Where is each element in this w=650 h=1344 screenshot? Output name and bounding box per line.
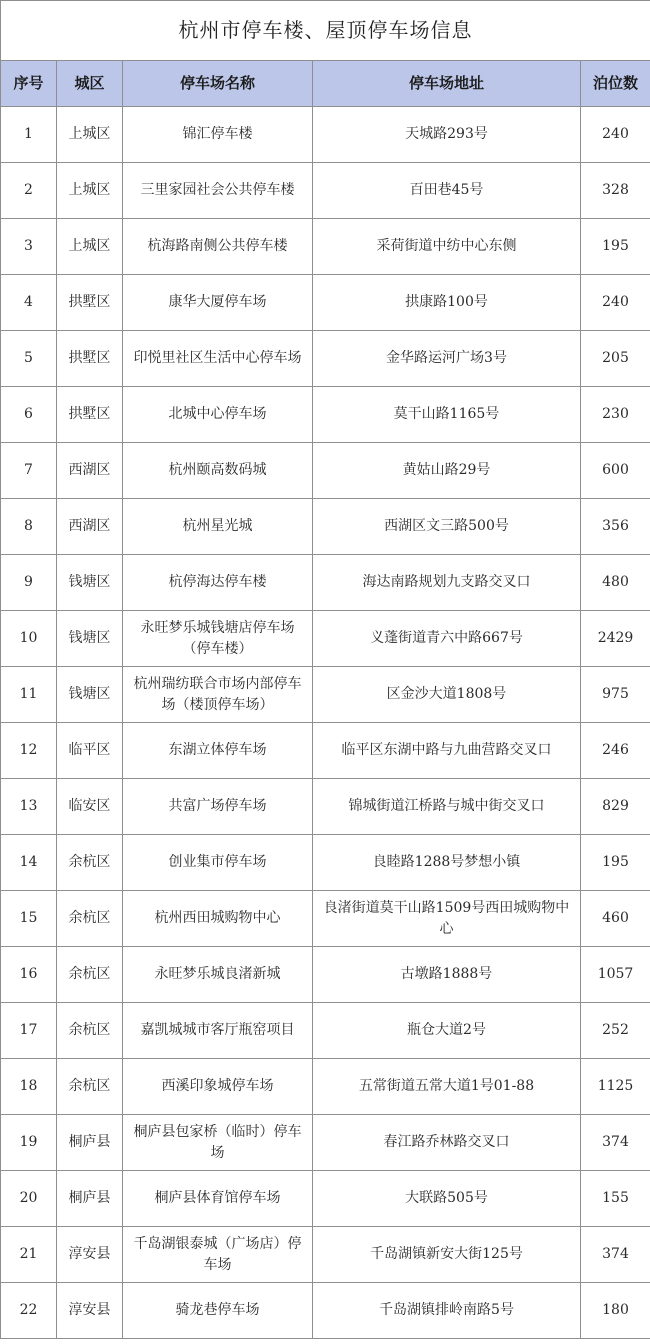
cell-no: 13 <box>1 779 57 835</box>
table-body <box>1 107 650 1339</box>
cell-spaces: 460 <box>581 891 650 947</box>
cell-name: 骑龙巷停车场 <box>123 1283 313 1339</box>
cell-spaces: 240 <box>581 275 650 331</box>
cell-address: 锦城街道江桥路与城中街交叉口 <box>313 779 581 835</box>
cell-name: 杭停海达停车楼 <box>123 555 313 611</box>
cell-address: 瓶仓大道2号 <box>313 1003 581 1059</box>
cell-spaces: 1057 <box>581 947 650 1003</box>
cell-spaces: 195 <box>581 219 650 275</box>
cell-no: 17 <box>1 1003 57 1059</box>
cell-no: 3 <box>1 219 57 275</box>
cell-spaces: 2429 <box>581 611 650 667</box>
cell-district: 临安区 <box>57 779 123 835</box>
cell-district: 余杭区 <box>57 1059 123 1115</box>
table-row <box>1 219 650 275</box>
cell-district: 淳安县 <box>57 1283 123 1339</box>
cell-name: 永旺梦乐城钱塘店停车场（停车楼） <box>123 611 313 667</box>
cell-address: 金华路运河广场3号 <box>313 331 581 387</box>
cell-no: 9 <box>1 555 57 611</box>
cell-district: 上城区 <box>57 219 123 275</box>
cell-address: 良睦路1288号梦想小镇 <box>313 835 581 891</box>
cell-no: 10 <box>1 611 57 667</box>
cell-no: 7 <box>1 443 57 499</box>
cell-no: 18 <box>1 1059 57 1115</box>
cell-district: 拱墅区 <box>57 275 123 331</box>
header-row <box>1 61 650 107</box>
cell-name: 康华大厦停车场 <box>123 275 313 331</box>
cell-no: 12 <box>1 723 57 779</box>
cell-spaces: 374 <box>581 1115 650 1171</box>
table-row <box>1 107 650 163</box>
cell-name: 共富广场停车场 <box>123 779 313 835</box>
cell-spaces: 829 <box>581 779 650 835</box>
cell-name: 杭州西田城购物中心 <box>123 891 313 947</box>
cell-name: 北城中心停车场 <box>123 387 313 443</box>
cell-name: 三里家园社会公共停车楼 <box>123 163 313 219</box>
cell-no: 14 <box>1 835 57 891</box>
cell-name: 锦汇停车楼 <box>123 107 313 163</box>
cell-address: 春江路乔林路交叉口 <box>313 1115 581 1171</box>
cell-spaces: 205 <box>581 331 650 387</box>
cell-name: 桐庐县体育馆停车场 <box>123 1171 313 1227</box>
cell-address: 拱康路100号 <box>313 275 581 331</box>
cell-address: 采荷街道中纺中心东侧 <box>313 219 581 275</box>
cell-name: 千岛湖银泰城（广场店）停车场 <box>123 1227 313 1283</box>
cell-name: 杭海路南侧公共停车楼 <box>123 219 313 275</box>
cell-name: 嘉凯城城市客厅瓶窑项目 <box>123 1003 313 1059</box>
cell-address: 莫干山路1165号 <box>313 387 581 443</box>
cell-district: 桐庐县 <box>57 1115 123 1171</box>
table-row <box>1 1003 650 1059</box>
cell-spaces: 155 <box>581 1171 650 1227</box>
cell-district: 余杭区 <box>57 947 123 1003</box>
cell-district: 西湖区 <box>57 443 123 499</box>
cell-district: 淳安县 <box>57 1227 123 1283</box>
table-row <box>1 331 650 387</box>
cell-no: 4 <box>1 275 57 331</box>
cell-address: 良渚街道莫干山路1509号西田城购物中心 <box>313 891 581 947</box>
cell-spaces: 356 <box>581 499 650 555</box>
table-row <box>1 275 650 331</box>
cell-spaces: 328 <box>581 163 650 219</box>
cell-address: 大联路505号 <box>313 1171 581 1227</box>
table-row <box>1 667 650 723</box>
table-row <box>1 1283 650 1339</box>
cell-address: 临平区东湖中路与九曲营路交叉口 <box>313 723 581 779</box>
table-row <box>1 1171 650 1227</box>
table-row <box>1 779 650 835</box>
cell-no: 20 <box>1 1171 57 1227</box>
cell-district: 余杭区 <box>57 835 123 891</box>
header-district: 城区 <box>57 61 123 107</box>
cell-no: 19 <box>1 1115 57 1171</box>
table-row <box>1 443 650 499</box>
cell-district: 西湖区 <box>57 499 123 555</box>
cell-name: 杭州瑞纺联合市场内部停车场（楼顶停车场） <box>123 667 313 723</box>
cell-district: 桐庐县 <box>57 1171 123 1227</box>
header-address: 停车场地址 <box>313 61 581 107</box>
cell-name: 东湖立体停车场 <box>123 723 313 779</box>
cell-name: 桐庐县包家桥（临时）停车场 <box>123 1115 313 1171</box>
cell-district: 上城区 <box>57 107 123 163</box>
cell-address: 千岛湖镇排岭南路5号 <box>313 1283 581 1339</box>
cell-address: 区金沙大道1808号 <box>313 667 581 723</box>
cell-spaces: 975 <box>581 667 650 723</box>
cell-spaces: 195 <box>581 835 650 891</box>
cell-no: 1 <box>1 107 57 163</box>
cell-spaces: 600 <box>581 443 650 499</box>
table-row <box>1 947 650 1003</box>
header-name: 停车场名称 <box>123 61 313 107</box>
table-row <box>1 835 650 891</box>
cell-address: 黄姑山路29号 <box>313 443 581 499</box>
cell-address: 海达南路规划九支路交叉口 <box>313 555 581 611</box>
cell-spaces: 252 <box>581 1003 650 1059</box>
cell-name: 永旺梦乐城良渚新城 <box>123 947 313 1003</box>
table-row <box>1 499 650 555</box>
cell-district: 钱塘区 <box>57 667 123 723</box>
cell-spaces: 180 <box>581 1283 650 1339</box>
cell-name: 印悦里社区生活中心停车场 <box>123 331 313 387</box>
cell-district: 拱墅区 <box>57 331 123 387</box>
cell-spaces: 374 <box>581 1227 650 1283</box>
cell-no: 21 <box>1 1227 57 1283</box>
table-row <box>1 1115 650 1171</box>
cell-name: 创业集市停车场 <box>123 835 313 891</box>
cell-district: 上城区 <box>57 163 123 219</box>
cell-district: 余杭区 <box>57 891 123 947</box>
cell-spaces: 230 <box>581 387 650 443</box>
table-row <box>1 387 650 443</box>
cell-district: 钱塘区 <box>57 555 123 611</box>
cell-address: 五常街道五常大道1号01-88 <box>313 1059 581 1115</box>
cell-no: 8 <box>1 499 57 555</box>
cell-no: 6 <box>1 387 57 443</box>
cell-address: 西湖区文三路500号 <box>313 499 581 555</box>
cell-spaces: 240 <box>581 107 650 163</box>
table-row <box>1 611 650 667</box>
cell-address: 千岛湖镇新安大街125号 <box>313 1227 581 1283</box>
table-row <box>1 723 650 779</box>
cell-no: 22 <box>1 1283 57 1339</box>
cell-address: 古墩路1888号 <box>313 947 581 1003</box>
cell-address: 百田巷45号 <box>313 163 581 219</box>
header-spaces: 泊位数 <box>581 61 650 107</box>
cell-no: 15 <box>1 891 57 947</box>
cell-district: 余杭区 <box>57 1003 123 1059</box>
cell-spaces: 246 <box>581 723 650 779</box>
table-row <box>1 555 650 611</box>
cell-district: 钱塘区 <box>57 611 123 667</box>
cell-name: 杭州颐高数码城 <box>123 443 313 499</box>
cell-no: 11 <box>1 667 57 723</box>
table-row <box>1 1227 650 1283</box>
table-row <box>1 891 650 947</box>
table-row <box>1 1059 650 1115</box>
cell-name: 西溪印象城停车场 <box>123 1059 313 1115</box>
cell-name: 杭州星光城 <box>123 499 313 555</box>
cell-no: 5 <box>1 331 57 387</box>
title-row <box>1 1 650 61</box>
cell-no: 2 <box>1 163 57 219</box>
table-title: 杭州市停车楼、屋顶停车场信息 <box>1 1 650 61</box>
cell-spaces: 480 <box>581 555 650 611</box>
cell-address: 天城路293号 <box>313 107 581 163</box>
cell-no: 16 <box>1 947 57 1003</box>
header-no: 序号 <box>1 61 57 107</box>
table-row <box>1 163 650 219</box>
cell-spaces: 1125 <box>581 1059 650 1115</box>
cell-district: 临平区 <box>57 723 123 779</box>
cell-address: 义蓬街道青六中路667号 <box>313 611 581 667</box>
cell-district: 拱墅区 <box>57 387 123 443</box>
